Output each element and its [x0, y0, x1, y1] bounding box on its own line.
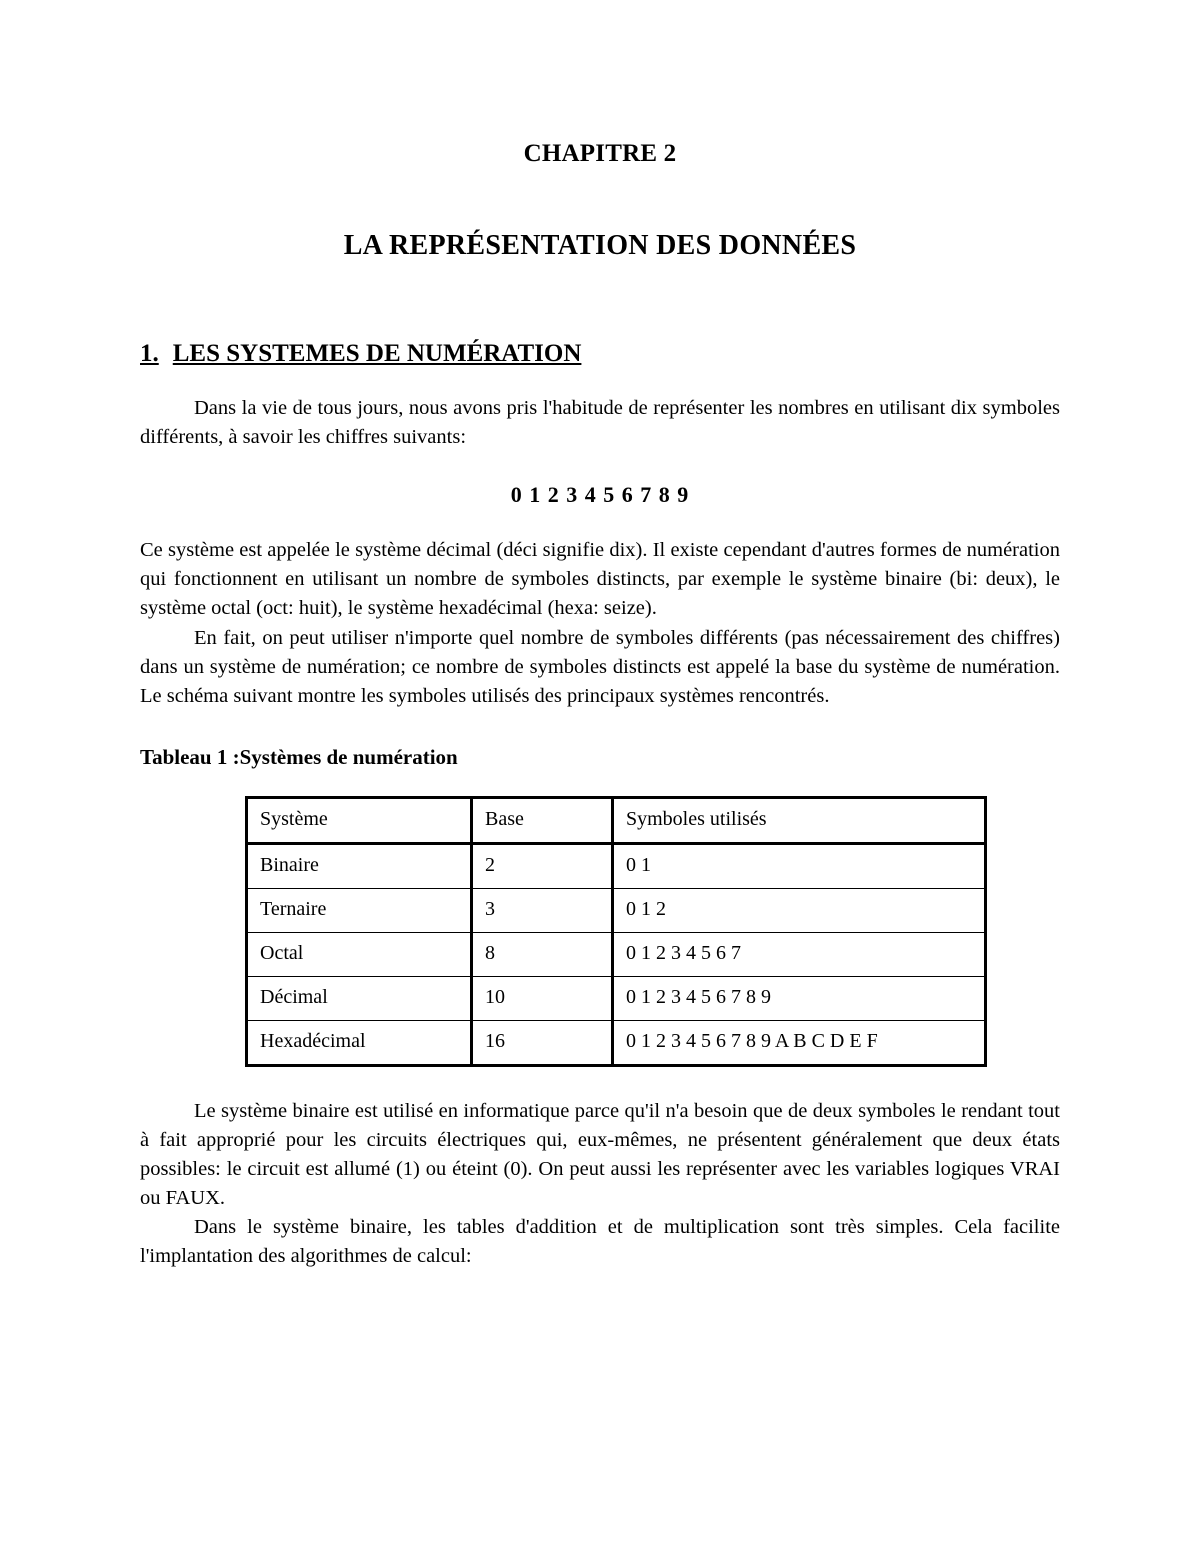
cell-symbols: 0 1 — [613, 843, 986, 888]
table-container — [140, 796, 1060, 1067]
cell-symbols: 0 1 2 3 4 5 6 7 — [613, 932, 986, 976]
section-title: LES SYSTEMES DE NUMÉRATION — [172, 340, 582, 367]
cell-system: Octal — [247, 932, 472, 976]
chapter-title: CHAPITRE 2 — [523, 140, 677, 167]
paragraph-decimal-system: Ce système est appelée le système décimal (déci signifie dix). Il existe cependant d'autres formes de numération qui fonctionnent en utilisant un nombre de symboles distincts, par exemple le système binaire (bi: deux), le système octal (oct: huit), le système hexadécimal (hexa: seize). — [140, 539, 1060, 620]
paragraph-group-systems — [140, 536, 1060, 711]
cell-base: 16 — [472, 1020, 613, 1065]
paragraph-base-definition: En fait, on peut utiliser n'importe quel nombre de symboles différents (pas nécessairement des chiffres) dans un système de numération; ce nombre de symboles distincts est appelé la base du système de numération. Le schéma suivant montre les symboles utilisés des principaux systèmes rencontrés. — [140, 626, 1060, 707]
cell-base: 3 — [472, 888, 613, 932]
table-row — [247, 843, 986, 888]
paragraph-binary-usage: Le système binaire est utilisé en informatique parce qu'il n'a besoin que de deux symboles le rendant tout à fait approprié pour les circuits électriques qui, eux-mêmes, ne présentent généralement que deux états possibles: le circuit est allumé (1) ou éteint (0). On peut aussi les représenter avec les variables logiques VRAI ou FAUX. — [140, 1099, 1060, 1210]
table-row — [247, 976, 986, 1020]
numeration-systems-table — [245, 796, 987, 1067]
paragraph-binary-tables: Dans le système binaire, les tables d'addition et de multiplication sont très simples. Cela facilite l'implantation des algorithmes de calcul: — [140, 1216, 1060, 1268]
cell-base: 2 — [472, 843, 613, 888]
column-header-system: Système — [247, 797, 472, 843]
column-header-symbols: Symboles utilisés — [613, 797, 986, 843]
table-row — [247, 888, 986, 932]
cell-system: Ternaire — [247, 888, 472, 932]
page-content — [140, 0, 1060, 1272]
cell-symbols: 0 1 2 3 4 5 6 7 8 9 — [613, 976, 986, 1020]
cell-base: 10 — [472, 976, 613, 1020]
section-number: 1. — [140, 340, 159, 367]
cell-base: 8 — [472, 932, 613, 976]
table-caption: Tableau 1 :Systèmes de numération — [140, 744, 458, 769]
cell-system: Décimal — [247, 976, 472, 1020]
page-title: LA REPRÉSENTATION DES DONNÉES — [343, 230, 857, 261]
paragraph-group-binary — [140, 1097, 1060, 1272]
section-heading — [140, 340, 1060, 368]
column-header-base: Base — [472, 797, 613, 843]
cell-system: Binaire — [247, 843, 472, 888]
paragraph-intro: Dans la vie de tous jours, nous avons pris l'habitude de représenter les nombres en utilisant dix symboles différents, à savoir les chiffres suivants: — [140, 397, 1060, 449]
cell-system: Hexadécimal — [247, 1020, 472, 1065]
table-row — [247, 1020, 986, 1065]
table-row — [247, 932, 986, 976]
cell-symbols: 0 1 2 3 4 5 6 7 8 9 A B C D E F — [613, 1020, 986, 1065]
cell-symbols: 0 1 2 — [613, 888, 986, 932]
table-header-row — [247, 797, 986, 843]
decimal-digits-line: 0 1 2 3 4 5 6 7 8 9 — [510, 482, 690, 508]
